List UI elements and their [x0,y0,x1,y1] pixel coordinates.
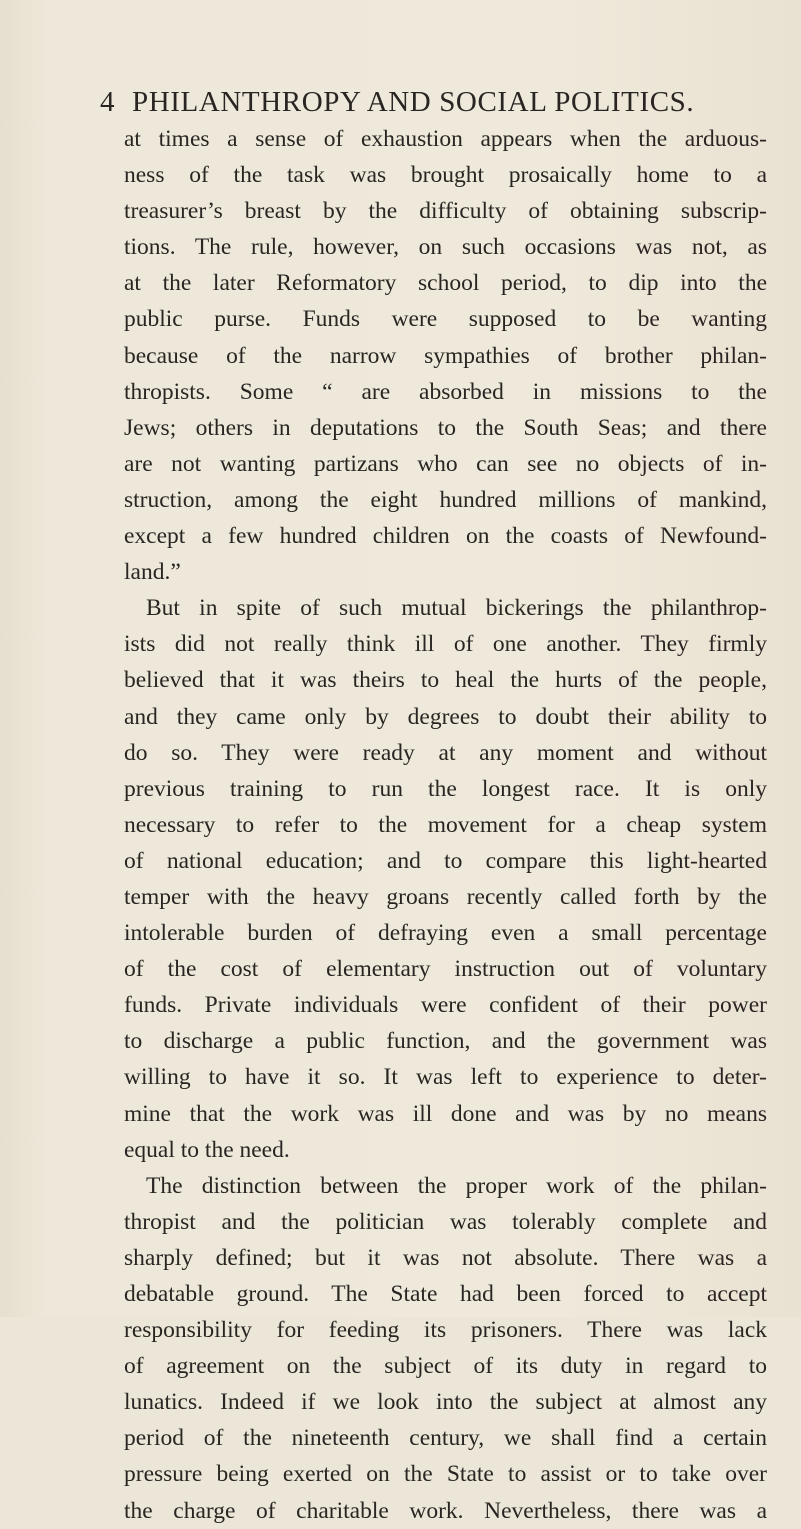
text-line: at the later Reformatory school period, to dip into the [124,270,767,297]
text-line: ists did not really think ill of one another. They firmly [124,631,767,658]
text-line: the charge of charitable work. Nevertheless, there was a [124,1497,767,1524]
text-line: because of the narrow sympathies of brother philan- [124,342,767,369]
text-line: at times a sense of exhaustion appears when the arduous- [124,126,767,152]
text-line: public purse. Funds were supposed to be wanting [124,306,767,333]
text-line: thropist and the politician was tolerably complete and [124,1208,767,1235]
text-line: believed that it was theirs to heal the hurts of the people, [124,667,767,694]
page-number: 4 [100,86,116,118]
text-line: necessary to refer to the movement for a cheap system [124,811,767,838]
text-line: of agreement on the subject of its duty in regard to [124,1353,767,1380]
running-header [100,86,780,126]
text-line: to discharge a public function, and the government was [124,1028,767,1055]
text-line: pressure being exerted on the State to assist or to take over [124,1461,767,1488]
running-title: PHILANTHROPY AND SOCIAL POLITICS. [132,86,695,118]
paragraph-end-line: land.” [124,559,181,586]
text-line: mine that the work was ill done and was by no means [124,1100,767,1127]
text-line: of national education; and to compare this light-hearted [124,847,767,874]
text-line: intolerable burden of defraying even a small percentage [124,920,767,947]
text-line: temper with the heavy groans recently called forth by the [124,883,767,910]
text-line: debatable ground. The State had been forced to accept [124,1281,767,1307]
text-line: period of the nineteenth century, we shall find a certain [124,1425,767,1452]
text-line: willing to have it so. It was left to experience to deter- [124,1064,767,1091]
text-line: do so. They were ready at any moment and without [124,739,767,766]
text-line: are not wanting partizans who can see no objects of in- [124,450,767,477]
body-text [124,121,767,1529]
text-line: treasurer’s breast by the difficulty of obtaining subscrip- [124,198,767,225]
paragraph-start-line: The distinction between the proper work of the philan- [146,1172,767,1199]
text-line: funds. Private individuals were confident of their power [124,992,767,1019]
text-line: tions. The rule, however, on such occasions was not, as [124,234,767,261]
text-line: Jews; others in deputations to the South Seas; and there [124,414,767,441]
text-line: struction, among the eight hundred millions of mankind, [124,486,767,513]
text-line: responsibility for feeding its prisoners. There was lack [124,1317,767,1344]
text-line: lunatics. Indeed if we look into the subject at almost any [124,1389,767,1416]
text-line: and they came only by degrees to doubt their ability to [124,703,767,730]
paragraph-end-line: equal to the need. [124,1136,290,1163]
text-line: thropists. Some “ are absorbed in missions to the [124,378,767,405]
text-line: previous training to run the longest race. It is only [124,775,767,802]
text-line: sharply defined; but it was not absolute. There was a [124,1244,767,1271]
text-line: except a few hundred children on the coasts of Newfound- [124,523,767,550]
text-line: of the cost of elementary instruction out of voluntary [124,956,767,983]
text-line: ness of the task was brought prosaically home to a [124,162,767,189]
paragraph-start-line: But in spite of such mutual bickerings the philanthrop- [146,595,767,622]
